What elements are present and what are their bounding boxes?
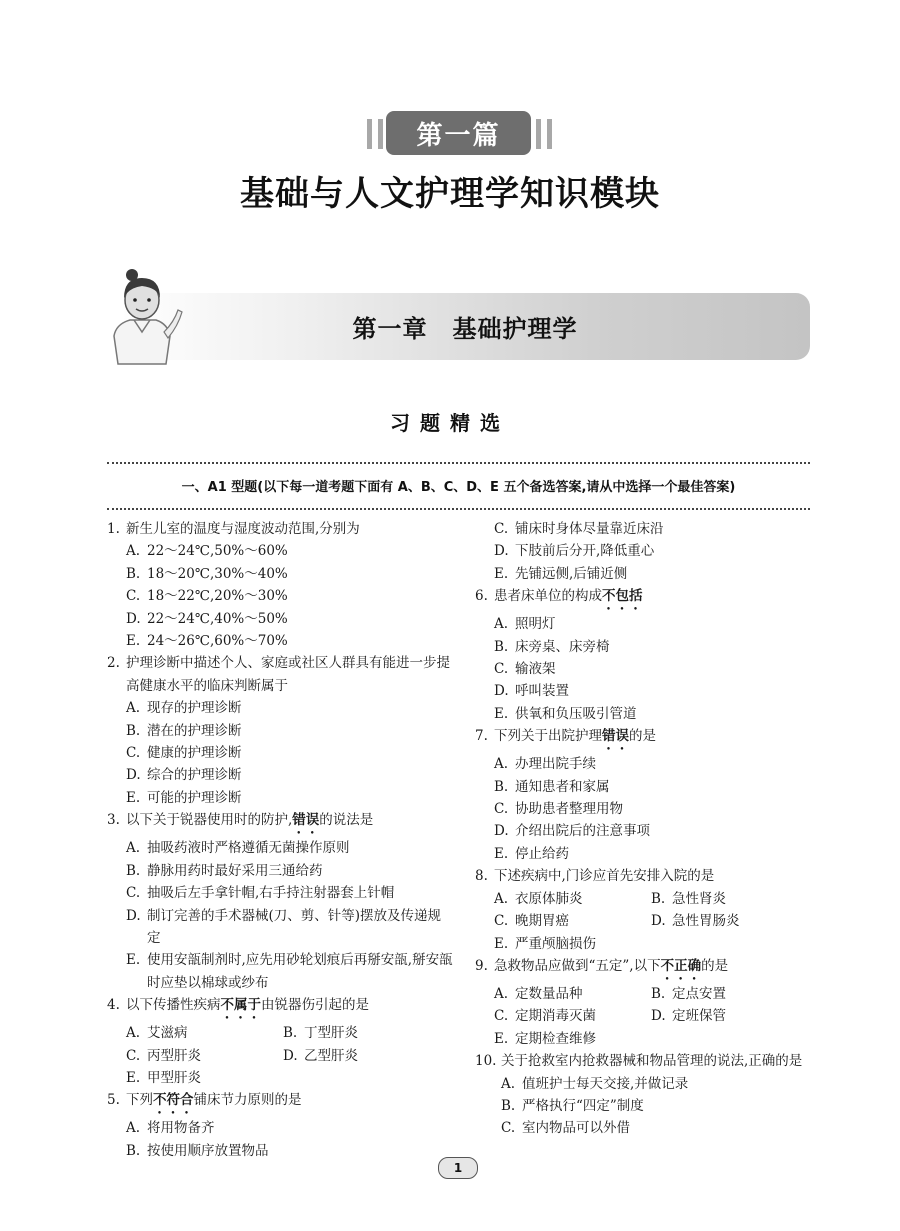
emphasis-text: 不包括 <box>602 588 643 605</box>
option: D. 急性胃肠炎 <box>651 913 740 930</box>
chapter-title: 第一章 基础护理学 <box>352 314 578 343</box>
part-label: 第一篇 <box>386 111 531 155</box>
option: E. 甲型肝炎 <box>126 1069 201 1086</box>
decorative-bar <box>547 119 552 149</box>
option: A. 现存的护理诊断 <box>126 700 242 717</box>
option: C. 室内物品可以外借 <box>501 1120 630 1137</box>
option: C. 铺床时身体尽量靠近床沿 <box>494 521 664 537</box>
question-3: 3. 以下关于锐器使用时的防护,错误的说法是 A. 抽吸药液时严格遵循无菌操作原则 B. 静脉用药时最好采用三通给药 C. 抽吸后左手拿针帽,右手持注射器套上针帽 D. 制订完善的手术器械(刀、剪、针等)摆放及传递规定 E. 使用安瓿制剂时,应先用砂轮划痕后再掰安瓿,掰安瓿时应垫以棉球或纱布 <box>107 809 453 994</box>
option: A. 照明灯 <box>494 616 556 633</box>
decorative-bar <box>367 119 372 149</box>
option: B. 静脉用药时最好采用三通给药 <box>126 862 323 879</box>
option: A. 办理出院手续 <box>494 756 596 773</box>
question-4: 4. 以下传播性疾病不属于由锐器伤引起的是 A. 艾滋病 B. 丁型肝炎 C. 丙型肝炎 D. 乙型肝炎 E. 甲型肝炎 <box>107 994 453 1089</box>
nurse-illustration-icon <box>104 266 184 366</box>
emphasis-text: 不正确 <box>660 957 702 974</box>
emphasis-text: 不符合 <box>153 1092 194 1109</box>
option: C. 晚期胃癌 <box>494 913 569 930</box>
option: B. 严格执行“四定”制度 <box>501 1097 644 1114</box>
option: E. 供氧和负压吸引管道 <box>494 705 637 722</box>
option: E. 可能的护理诊断 <box>126 789 242 806</box>
option: A. 衣原体肺炎 <box>494 890 583 907</box>
option: B. 通知患者和家属 <box>494 778 610 795</box>
divider <box>107 508 810 510</box>
question-10: 10. 关于抢救室内抢救器械和物品管理的说法,正确的是 A. 值班护士每天交接,并做记录 B. 严格执行“四定”制度 C. 室内物品可以外借 <box>475 1050 815 1140</box>
question-2: 2. 护理诊断中描述个人、家庭或社区人群具有能进一步提高健康水平的临床判断属于 A. 现存的护理诊断 B. 潜在的护理诊断 C. 健康的护理诊断 D. 综合的护理诊断 E. 可能的护理诊断 <box>107 652 453 809</box>
divider <box>107 462 810 464</box>
emphasis-text: 不属于 <box>220 997 261 1014</box>
option: A. 艾滋病 <box>126 1025 188 1042</box>
option: D. 介绍出院后的注意事项 <box>494 823 650 840</box>
question-stem: 关于抢救室内抢救器械和物品管理的说法,正确的是 <box>501 1053 803 1070</box>
option: A. 值班护士每天交接,并做记录 <box>501 1075 689 1092</box>
option: D. 下肢前后分开,降低重心 <box>494 543 655 560</box>
page-number: 1 <box>438 1157 478 1179</box>
right-column <box>475 518 815 1140</box>
option: E. 24～26℃,60%～70% <box>126 633 288 650</box>
option: E. 严重颅脑损伤 <box>494 935 596 952</box>
emphasis-text: 错误 <box>602 728 629 745</box>
option: A. 22～24℃,50%～60% <box>126 543 288 560</box>
question-8: 8. 下述疾病中,门诊应首先安排入院的是 A. 衣原体肺炎 B. 急性肾炎 C. 晚期胃癌 D. 急性胃肠炎 E. 严重颅脑损伤 <box>475 865 815 955</box>
option: E. 先铺远侧,后铺近侧 <box>494 565 628 582</box>
option: A. 抽吸药液时严格遵循无菌操作原则 <box>126 840 350 857</box>
question-5-continued <box>475 518 815 585</box>
part-header <box>0 111 900 155</box>
option: C. 健康的护理诊断 <box>126 745 242 762</box>
option: E. 定期检查维修 <box>494 1030 596 1047</box>
option: B. 潜在的护理诊断 <box>126 722 242 739</box>
question-9: 9. 急救物品应做到“五定”,以下不正确的是 A. 定数量品种 B. 定点安置 C. 定期消毒灭菌 D. 定班保管 E. 定期检查维修 <box>475 955 815 1050</box>
option: B. 按使用顺序放置物品 <box>126 1142 269 1159</box>
option: C. 输液架 <box>494 661 556 678</box>
option: B. 急性肾炎 <box>651 890 726 907</box>
part-title: 基础与人文护理学知识模块 <box>240 174 660 214</box>
option: B. 丁型肝炎 <box>283 1025 358 1042</box>
question-6: 6. 患者床单位的构成不包括 A. 照明灯 B. 床旁桌、床旁椅 C. 输液架 D. 呼叫装置 E. 供氧和负压吸引管道 <box>475 585 815 725</box>
option: C. 丙型肝炎 <box>126 1047 201 1064</box>
option: C. 18～22℃,20%～30% <box>126 588 288 605</box>
question-stem: 新生儿室的温度与湿度波动范围,分别为 <box>126 521 360 537</box>
option: E. 停止给药 <box>494 845 569 862</box>
question-7: 7. 下列关于出院护理错误的是 A. 办理出院手续 B. 通知患者和家属 C. 协助患者整理用物 D. 介绍出院后的注意事项 E. 停止给药 <box>475 725 815 865</box>
left-column <box>107 518 453 1162</box>
question-stem: 护理诊断中描述个人、家庭或社区人群具有能进一步提高健康水平的临床判断属于 <box>126 655 450 694</box>
option: D. 呼叫装置 <box>494 683 569 700</box>
option: D. 制订完善的手术器械(刀、剪、针等)摆放及传递规定 <box>126 907 442 946</box>
option: D. 乙型肝炎 <box>283 1047 358 1064</box>
decorative-bar <box>378 119 383 149</box>
section-title: 习题精选 <box>390 411 510 435</box>
option: C. 抽吸后左手拿针帽,右手持注射器套上针帽 <box>126 885 395 902</box>
option: B. 床旁桌、床旁椅 <box>494 638 610 655</box>
question-stem: 下述疾病中,门诊应首先安排入院的是 <box>494 868 715 885</box>
option: D. 综合的护理诊断 <box>126 767 242 784</box>
option: B. 18～20℃,30%～40% <box>126 565 288 582</box>
option: A. 定数量品种 <box>494 985 583 1002</box>
option: D. 22～24℃,40%～50% <box>126 610 288 627</box>
emphasis-text: 错误 <box>292 812 320 829</box>
question-1: 1. 新生儿室的温度与湿度波动范围,分别为 A. 22～24℃,50%～60% B. 18～20℃,30%～40% C. 18～22℃,20%～30% D. 22～24℃,40%～50% E. 24～26℃,60%～70% <box>107 518 453 652</box>
decorative-bar <box>536 119 541 149</box>
option: B. 定点安置 <box>651 985 726 1002</box>
question-type-heading: 一、A1 型题(以下每一道考题下面有 A、B、C、D、E 五个备选答案,请从中选择一个最佳答案) <box>181 480 736 495</box>
option: A. 将用物备齐 <box>126 1120 215 1137</box>
option: C. 协助患者整理用物 <box>494 801 623 818</box>
option: C. 定期消毒灭菌 <box>494 1008 596 1025</box>
option: E. 使用安瓿制剂时,应先用砂轮划痕后再掰安瓿,掰安瓿时应垫以棉球或纱布 <box>126 952 453 991</box>
question-5: 5. 下列不符合铺床节力原则的是 A. 将用物备齐 B. 按使用顺序放置物品 <box>107 1089 453 1162</box>
option: D. 定班保管 <box>651 1008 726 1025</box>
